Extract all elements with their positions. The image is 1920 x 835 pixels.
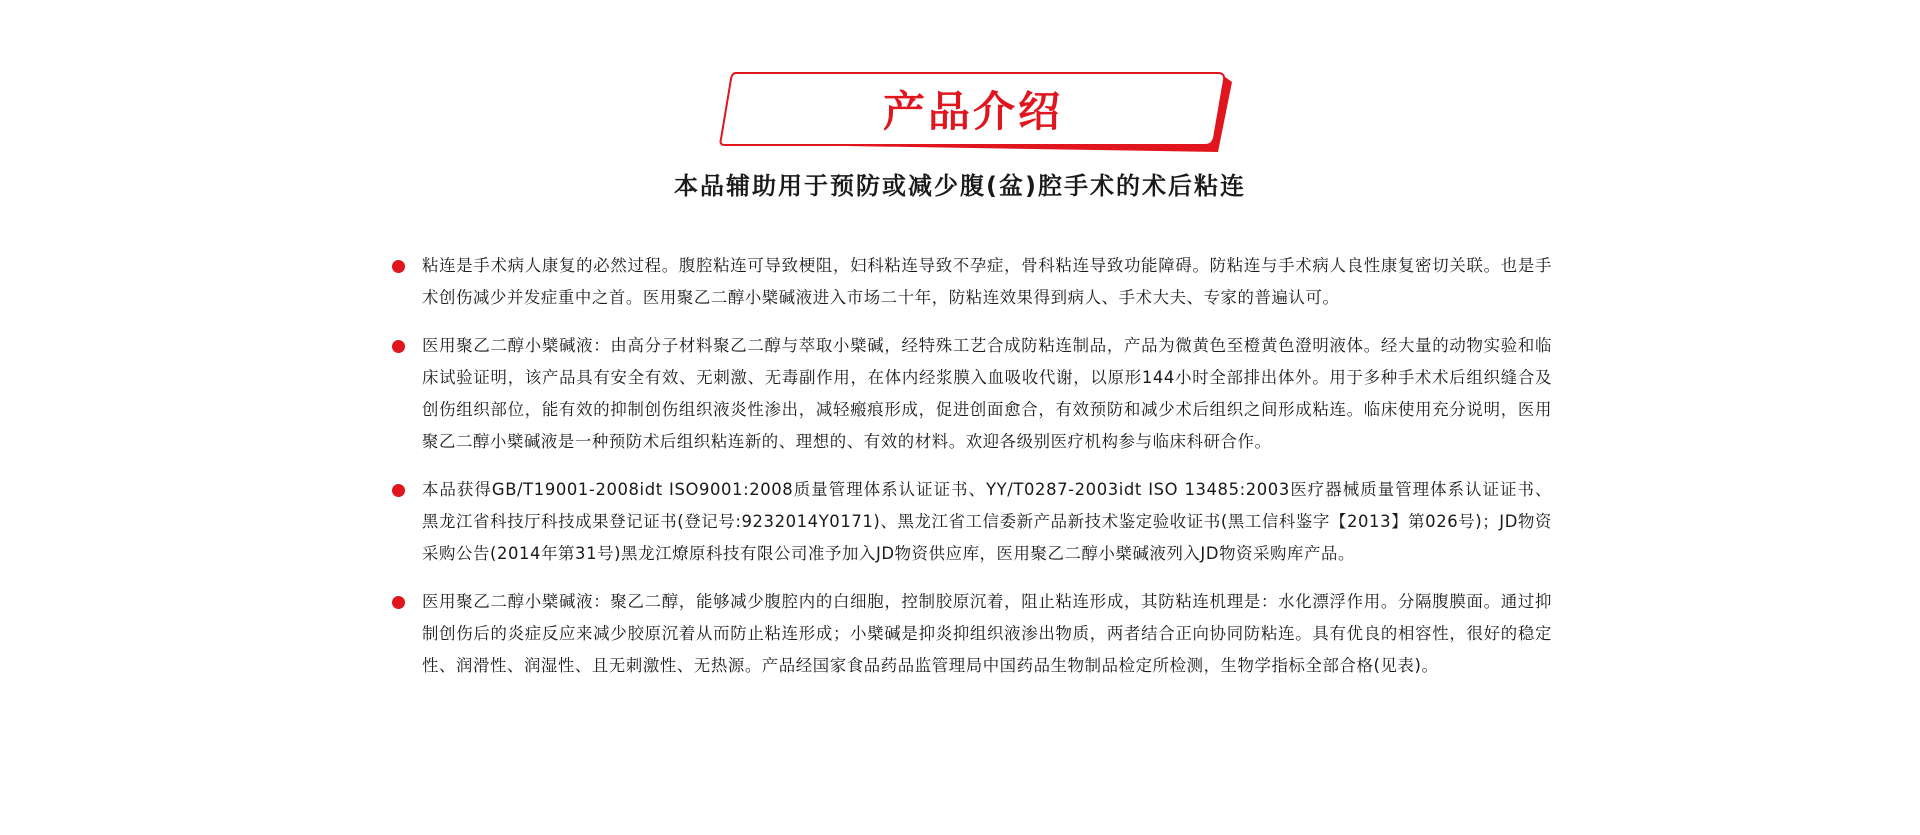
paragraph-text: 医用聚乙二醇小檗碱液：由高分子材料聚乙二醇与萃取小檗碱，经特殊工艺合成防粘连制品，产品为微黄色至橙黄色澄明液体。经大量的动物实验和临床试验证明，该产品具有安全有效、无刺激、无毒副作用，在体内经浆膜入血吸收代谢，以原形144小时全部排出体外。用于多种手术术后组织缝合及创伤组织部位，能有效的抑制创伤组织液炎性渗出，减轻瘢痕形成，促进创面愈合，有效预防和减少术后组织之间形成粘连。临床使用充分说明，医用聚乙二醇小檗碱液是一种预防术后组织粘连新的、理想的、有效的材料。欢迎各级别医疗机构参与临床科研合作。	[422, 336, 1552, 451]
list-item	[392, 474, 1552, 570]
list-item	[392, 250, 1552, 314]
paragraph-text: 医用聚乙二醇小檗碱液：聚乙二醇，能够减少腹腔内的白细胞，控制胶原沉着，阻止粘连形成，其防粘连机理是：水化漂浮作用。分隔腹膜面。通过抑制创伤后的炎症反应来减少胶原沉着从而防止粘连形成；小檗碱是抑炎抑组织液渗出物质，两者结合正向协同防粘连。具有优良的相容性，很好的稳定性、润滑性、润湿性、且无刺激性、无热源。产品经国家食品药品监管理局中国药品生物制品检定所检测，生物学指标全部合格(见表)。	[422, 592, 1552, 675]
list-item	[392, 586, 1552, 682]
bullet-icon	[392, 596, 405, 609]
page-subtitle: 本品辅助用于预防或减少腹(盆)腔手术的术后粘连	[674, 172, 1246, 200]
paragraph-text: 本品获得GB/T19001-2008idt ISO9001:2008质量管理体系认证证书、YY/T0287-2003idt ISO 13485:2003医疗器械质量管理体系认证证书、黑龙江省科技厅科技成果登记证书(登记号:9232014Y0171)、黑龙江省工信委新产品新技术鉴定验收证书(黑工信科鉴字【2013】第026号)；JD物资采购公告(2014年第31号)黑龙江燎原科技有限公司准予加入JD物资供应库，医用聚乙二醇小檗碱液列入JD物资采购库产品。	[422, 480, 1552, 563]
title-banner	[718, 70, 1238, 154]
paragraph-text: 粘连是手术病人康复的必然过程。腹腔粘连可导致梗阻，妇科粘连导致不孕症，骨科粘连导致功能障碍。防粘连与手术病人良性康复密切关联。也是手术创伤减少并发症重中之首。医用聚乙二醇小檗碱液进入市场二十年，防粘连效果得到病人、手术大夫、专家的普遍认可。	[422, 256, 1552, 307]
page-title: 产品介绍	[882, 87, 1063, 136]
bullet-icon	[392, 260, 405, 273]
product-description	[392, 250, 1552, 698]
bullet-icon	[392, 340, 405, 353]
bullet-icon	[392, 484, 405, 497]
list-item	[392, 330, 1552, 458]
